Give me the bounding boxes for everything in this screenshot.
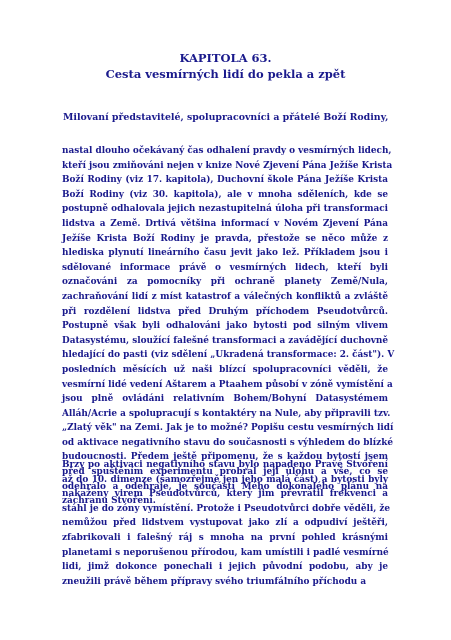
paragraph-1: [62, 144, 395, 509]
paragraph-line: Postupně však byli odhalováni jako bytosti pod silným vlivem: [62, 321, 388, 332]
paragraph-line: „Zlatý věk" na Zemi. Jak je to možné? Popišu cestu vesmírných lidí: [62, 423, 394, 434]
paragraph-line: Alláh/Acrie a spolupracují s kontaktéry na Nule, aby připravili tzv.: [62, 408, 391, 419]
paragraph-line: odehrálo a odehraje, je součástí Mého dokonalého plánu na: [62, 481, 388, 492]
paragraph-line: Boží Rodiny (viz 30. kapitola), ale v mnoha sděleních, kde se: [62, 189, 388, 200]
paragraph-line: planetami s neporušenou přírodou, kam umístili i padlé vesmírné: [62, 547, 389, 558]
paragraph-line: lidi, jimž dokonce ponechali i jejich původní podobu, aby je: [62, 562, 388, 573]
chapter-number: KAPITOLA 63.: [179, 51, 272, 65]
chapter-title: Cesta vesmírných lidí do pekla a zpět: [105, 67, 346, 81]
paragraph-line: zfabrikovali i falešný ráj s mnoha na první pohled krásnými: [62, 532, 388, 543]
paragraph-line: budoucnosti. Předem ještě připomenu, že s každou bytostí jsem: [62, 452, 388, 463]
paragraph-line: kteří jsou zmiňováni nejen v knize Nové Zjevení Pána Ježíše Krista: [62, 160, 393, 171]
paragraph-line: hledající do pasti (viz sdělení „Ukradená transformace: 2. část"). V: [62, 350, 395, 361]
paragraph-line: Datasystému, sloužící falešné transformaci a zavádějící duchovně: [62, 335, 388, 346]
paragraph-line: postupně odhalovala jejich nezastupitelná úloha při transformaci: [62, 204, 388, 215]
paragraph-2: [62, 458, 391, 589]
paragraph-line: při rozdělení lidstva před Druhým příchodem Pseudotvůrců.: [62, 306, 388, 317]
paragraph-line: označováni za pomocníky při ochraně planety Země/Nula,: [62, 277, 388, 288]
paragraph-line: vesmírní lidé vedení Aštarem a Ptaahem působí v zóně vymístění a: [62, 379, 393, 390]
paragraph-line: stáhl je do zóny vymístění. Protože i Pseudotvůrci dobře věděli, že: [62, 503, 391, 514]
paragraph-line: lidstva a Země. Drtivá většina informací v Novém Zjevení Pána: [62, 218, 388, 229]
paragraph-line: Boží Rodiny (viz 17. kapitola), Duchovní škole Pána Ježíše Krista: [62, 175, 388, 186]
paragraph-line: nemůžou před lidstvem vystupovat jako zlí a odpudiví ještěři,: [62, 518, 388, 529]
paragraph-line: od aktivace negativního stavu do současnosti s výhledem do blízké: [62, 437, 394, 448]
paragraph-line: hlediska plynutí lineárního času jevit jako lež. Příkladem jsou i: [62, 248, 388, 259]
paragraph-line: před spuštěním experimentu probral její úlohu a vše, co se: [62, 467, 388, 478]
paragraph-line: zneužili právě během přípravy svého triumfálního příchodu a: [62, 576, 367, 587]
paragraph-line: Brzy po aktivaci negativního stavu bylo napadeno Pravé Stvoření: [62, 460, 388, 470]
paragraph-line: záchranu Stvoření.: [62, 496, 156, 507]
paragraph-line: nakaženy virem Pseudotvůrců, který jim převrátil frekvenci a: [62, 489, 388, 500]
paragraph-line: jsou plně ovládáni relativním Bohem/Bohyní Datasystémem: [62, 394, 388, 405]
paragraph-line: až do 10. dimenze (samozřejmě jen jeho malá část) a bytosti byly: [62, 474, 388, 485]
paragraph-line: Ježíše Krista Boží Rodiny je pravda, přestože se něco může z: [62, 233, 388, 244]
paragraph-line: nastal dlouho očekávaný čas odhalení pravdy o vesmírných lidech,: [62, 146, 392, 156]
paragraph-line: posledních měsících už naši blízcí spolupracovníci věděli, že: [62, 364, 388, 375]
salutation: Milovaní představitelé, spolupracovníci a přátelé Boží Rodiny,: [63, 112, 389, 123]
paragraph-line: zachraňování lidí z míst katastrof a válečných konfliktů a zvláště: [62, 291, 388, 302]
paragraph-line: sdělované informace právě o vesmírných lidech, kteří byli: [62, 262, 388, 273]
